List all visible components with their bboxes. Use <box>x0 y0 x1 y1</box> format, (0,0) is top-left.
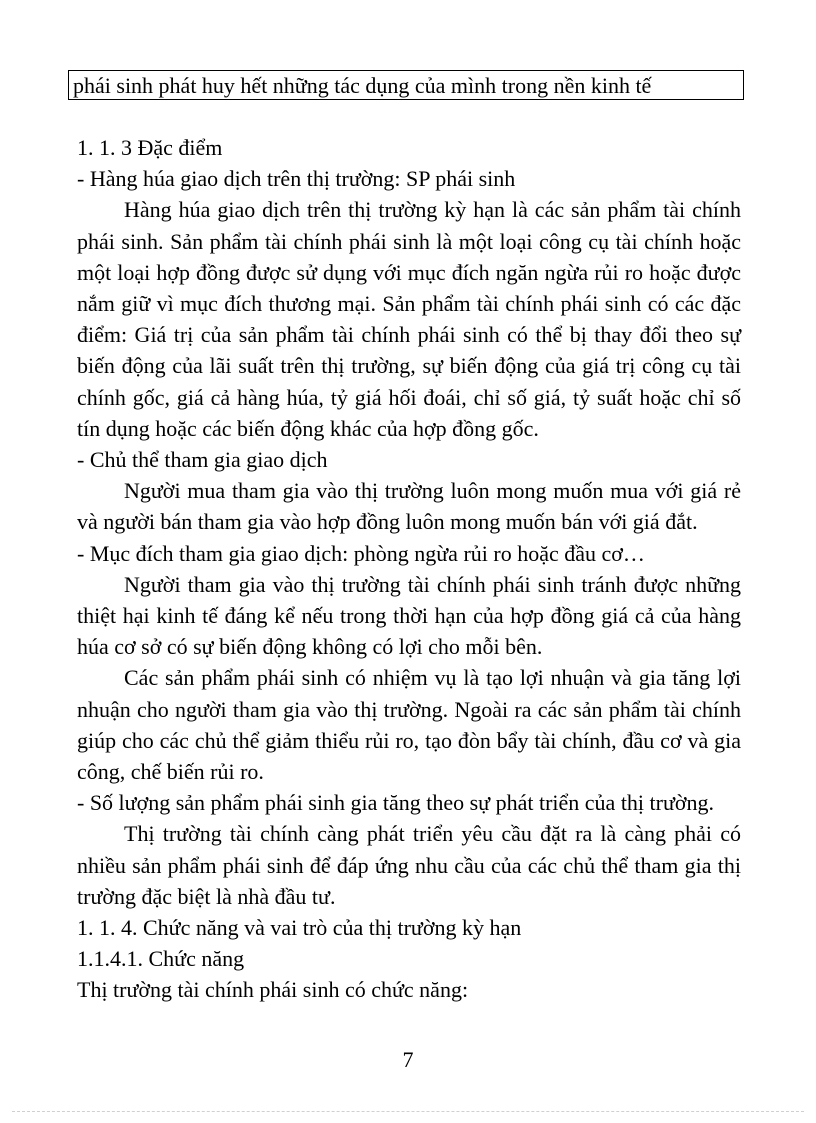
item-heading-participants: - Chủ thể tham gia giao dịch <box>77 447 328 473</box>
body-text <box>77 132 741 1006</box>
closing-line: Thị trường tài chính phái sinh có chức năng: <box>77 977 469 1003</box>
paragraph-purpose-1: Người tham gia vào thị trường tài chính phái sinh tránh được những thiệt hại kinh tế đáng kể nếu trong thời hạn của hợp đồng giá cả của hàng húa cơ sở có sự biến động không có lợi cho mỗi bên. <box>77 571 741 660</box>
continuation-text-box: phái sinh phát huy hết những tác dụng của mình trong nền kinh tế <box>68 70 744 100</box>
section-heading-functions: 1. 1. 4. Chức năng và vai trò của thị trường kỳ hạn <box>77 915 522 941</box>
paragraph-purpose-2: Các sản phẩm phái sinh có nhiệm vụ là tạo lợi nhuận và gia tăng lợi nhuận cho người tham gia vào thị trường. Ngoài ra các sản phẩm tài chính giúp cho các chủ thể giảm thiểu rủi ro, tạo đòn bẩy tài chính, đầu cơ và gia công, chế biến rủi ro. <box>77 665 741 785</box>
page-number: 7 <box>402 1047 414 1072</box>
item-heading-purpose: - Mục đích tham gia giao dịch: phòng ngừa rủi ro hoặc đầu cơ… <box>77 540 645 566</box>
bottom-divider <box>12 1111 804 1112</box>
subsection-heading: 1.1.4.1. Chức năng <box>77 946 245 972</box>
paragraph-goods: Hàng húa giao dịch trên thị trường kỳ hạn là các sản phẩm tài chính phái sinh. Sản phẩm tài chính phái sinh là một loại công cụ tài chính hoặc một loại hợp đồng được sử dụng với mục đích ngăn ngừa rủi ro hoặc được nắm giữ vì mục đích thương mại. Sản phẩm tài chính phái sinh có các đặc điểm: Giá trị của sản phẩm tài chính phái sinh có thể bị thay đổi theo sự biến động của lãi suất trên thị trường, sự biến động của giá trị công cụ tài chính gốc, giá cả hàng húa, tỷ giá hối đoái, chỉ số giá, tỷ suất hoặc chỉ số tín dụng hoặc các biến động khác của hợp đồng gốc. <box>77 197 741 441</box>
section-heading: 1. 1. 3 Đặc điểm <box>77 135 223 160</box>
item-heading-goods: - Hàng húa giao dịch trên thị trường: SP phái sinh <box>77 166 516 192</box>
paragraph-participants: Người mua tham gia vào thị trường luôn mong muốn mua với giá rẻ và người bán tham gia vào hợp đồng luôn mong muốn bán với giá đắt. <box>77 478 741 535</box>
paragraph-quantity: Thị trường tài chính càng phát triển yêu cầu đặt ra là càng phải có nhiều sản phẩm phái sinh để đáp ứng nhu cầu của các chủ thể tham gia thị trường đặc biệt là nhà đầu tư. <box>77 821 741 909</box>
item-heading-quantity: - Số lượng sản phẩm phái sinh gia tăng theo sự phát triển của thị trường. <box>77 790 715 816</box>
